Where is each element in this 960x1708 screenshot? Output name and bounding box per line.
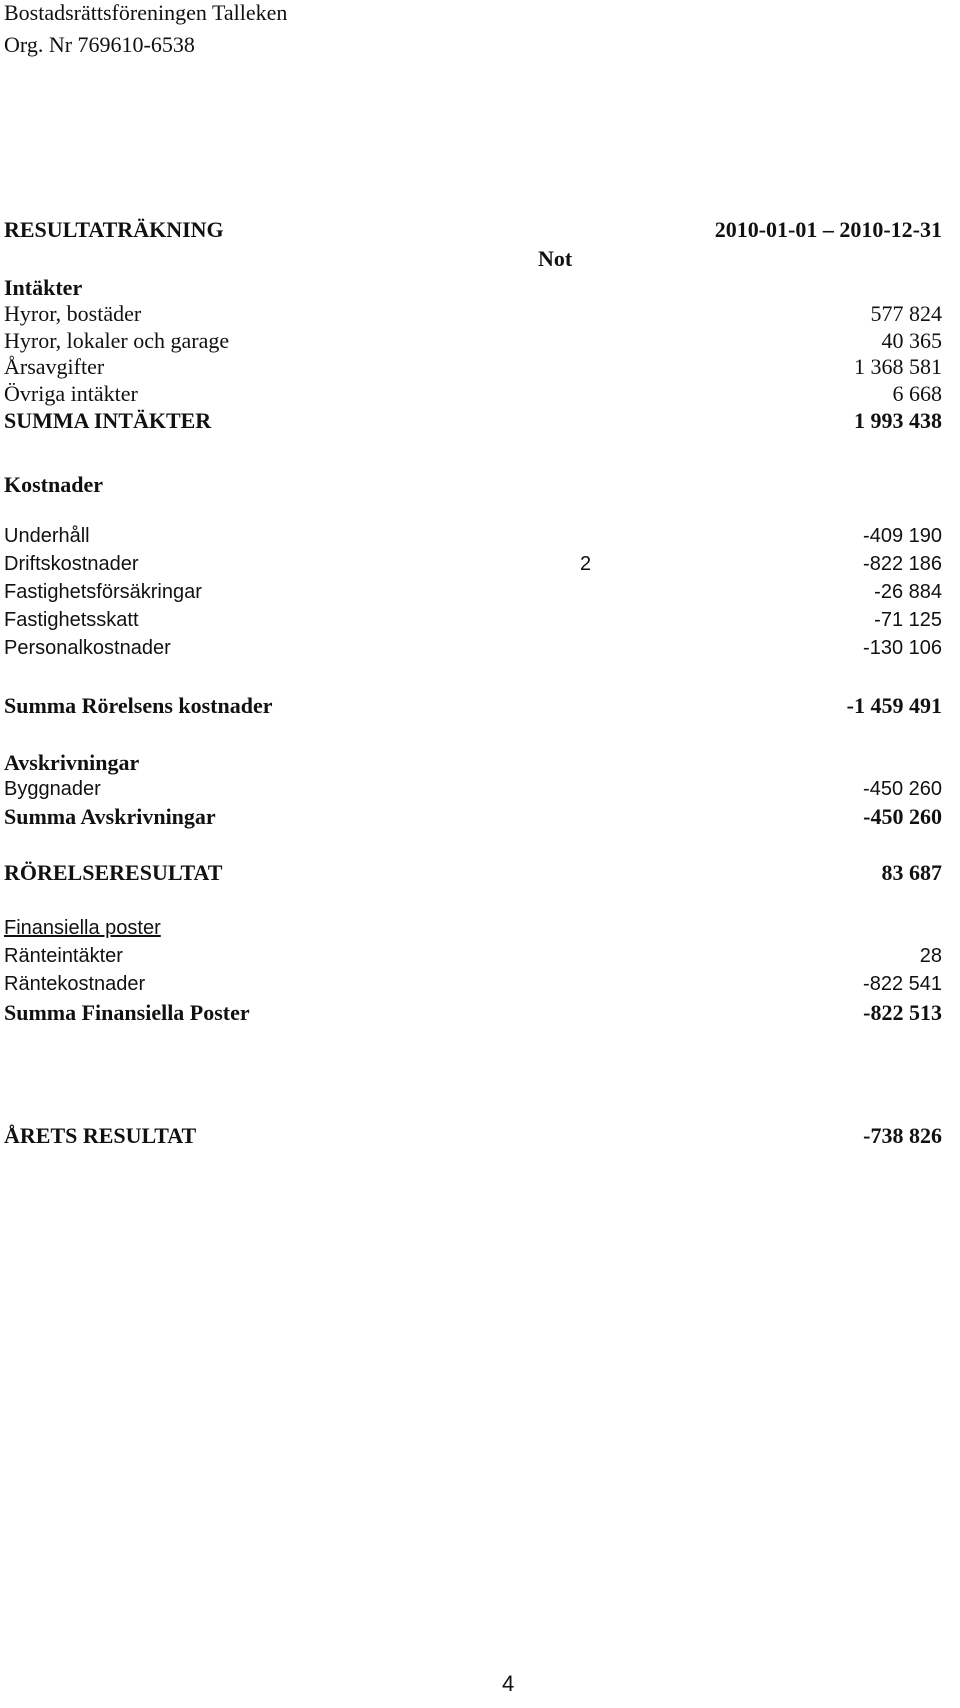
row-label: Hyror, bostäder — [4, 301, 142, 326]
row-value: 577 824 — [870, 301, 942, 326]
total-label-intakter: SUMMA INTÄKTER — [4, 408, 212, 433]
row-value: -71 125 — [874, 609, 942, 631]
row-label: Driftskostnader — [4, 553, 139, 575]
row-value: -26 884 — [874, 581, 942, 603]
organization-number: Org. Nr 769610-6538 — [4, 32, 195, 57]
organization-name: Bostadsrättsföreningen Talleken — [4, 0, 288, 25]
row-label: Ränteintäkter — [4, 945, 123, 967]
total-value-avskrivningar: -450 260 — [863, 804, 942, 829]
row-value: -130 106 — [863, 637, 942, 659]
annual-result-value: -738 826 — [863, 1123, 942, 1148]
row-label: Fastighetsskatt — [4, 609, 139, 631]
section-heading-kostnader: Kostnader — [4, 472, 103, 497]
row-label: Personalkostnader — [4, 637, 171, 659]
row-label: Byggnader — [4, 778, 101, 800]
operating-result-label: RÖRELSERESULTAT — [4, 860, 223, 885]
total-label-kostnader: Summa Rörelsens kostnader — [4, 693, 273, 718]
report-period: 2010-01-01 – 2010-12-31 — [714, 217, 942, 242]
row-value: 6 668 — [892, 381, 942, 406]
row-label: Fastighetsförsäkringar — [4, 581, 202, 603]
report-title: RESULTATRÄKNING — [4, 217, 224, 242]
total-value-kostnader: -1 459 491 — [846, 693, 942, 718]
row-label: Underhåll — [4, 525, 90, 547]
row-value: -450 260 — [863, 778, 942, 800]
operating-result-value: 83 687 — [881, 860, 942, 885]
note-column-header: Not — [538, 246, 573, 271]
total-label-avskrivningar: Summa Avskrivningar — [4, 804, 216, 829]
row-value: 28 — [919, 945, 942, 967]
row-label: Räntekostnader — [4, 973, 146, 995]
row-label: Årsavgifter — [4, 354, 105, 379]
row-value: 1 368 581 — [854, 354, 942, 379]
total-value-finansiella: -822 513 — [863, 1000, 942, 1025]
row-value: -822 186 — [863, 553, 942, 575]
row-note: 2 — [580, 553, 592, 575]
annual-result-label: ÅRETS RESULTAT — [4, 1123, 197, 1148]
row-label: Övriga intäkter — [4, 381, 138, 406]
section-heading-intakter: Intäkter — [4, 275, 83, 300]
section-heading-avskrivningar: Avskrivningar — [4, 750, 140, 775]
row-value: -409 190 — [863, 525, 942, 547]
row-value: 40 365 — [881, 328, 942, 353]
page-number: 4 — [502, 1671, 515, 1696]
row-label: Hyror, lokaler och garage — [4, 328, 230, 353]
section-heading-finansiella: Finansiella poster — [4, 917, 161, 939]
total-value-intakter: 1 993 438 — [854, 408, 942, 433]
row-value: -822 541 — [863, 973, 942, 995]
total-label-finansiella: Summa Finansiella Poster — [4, 1000, 250, 1025]
